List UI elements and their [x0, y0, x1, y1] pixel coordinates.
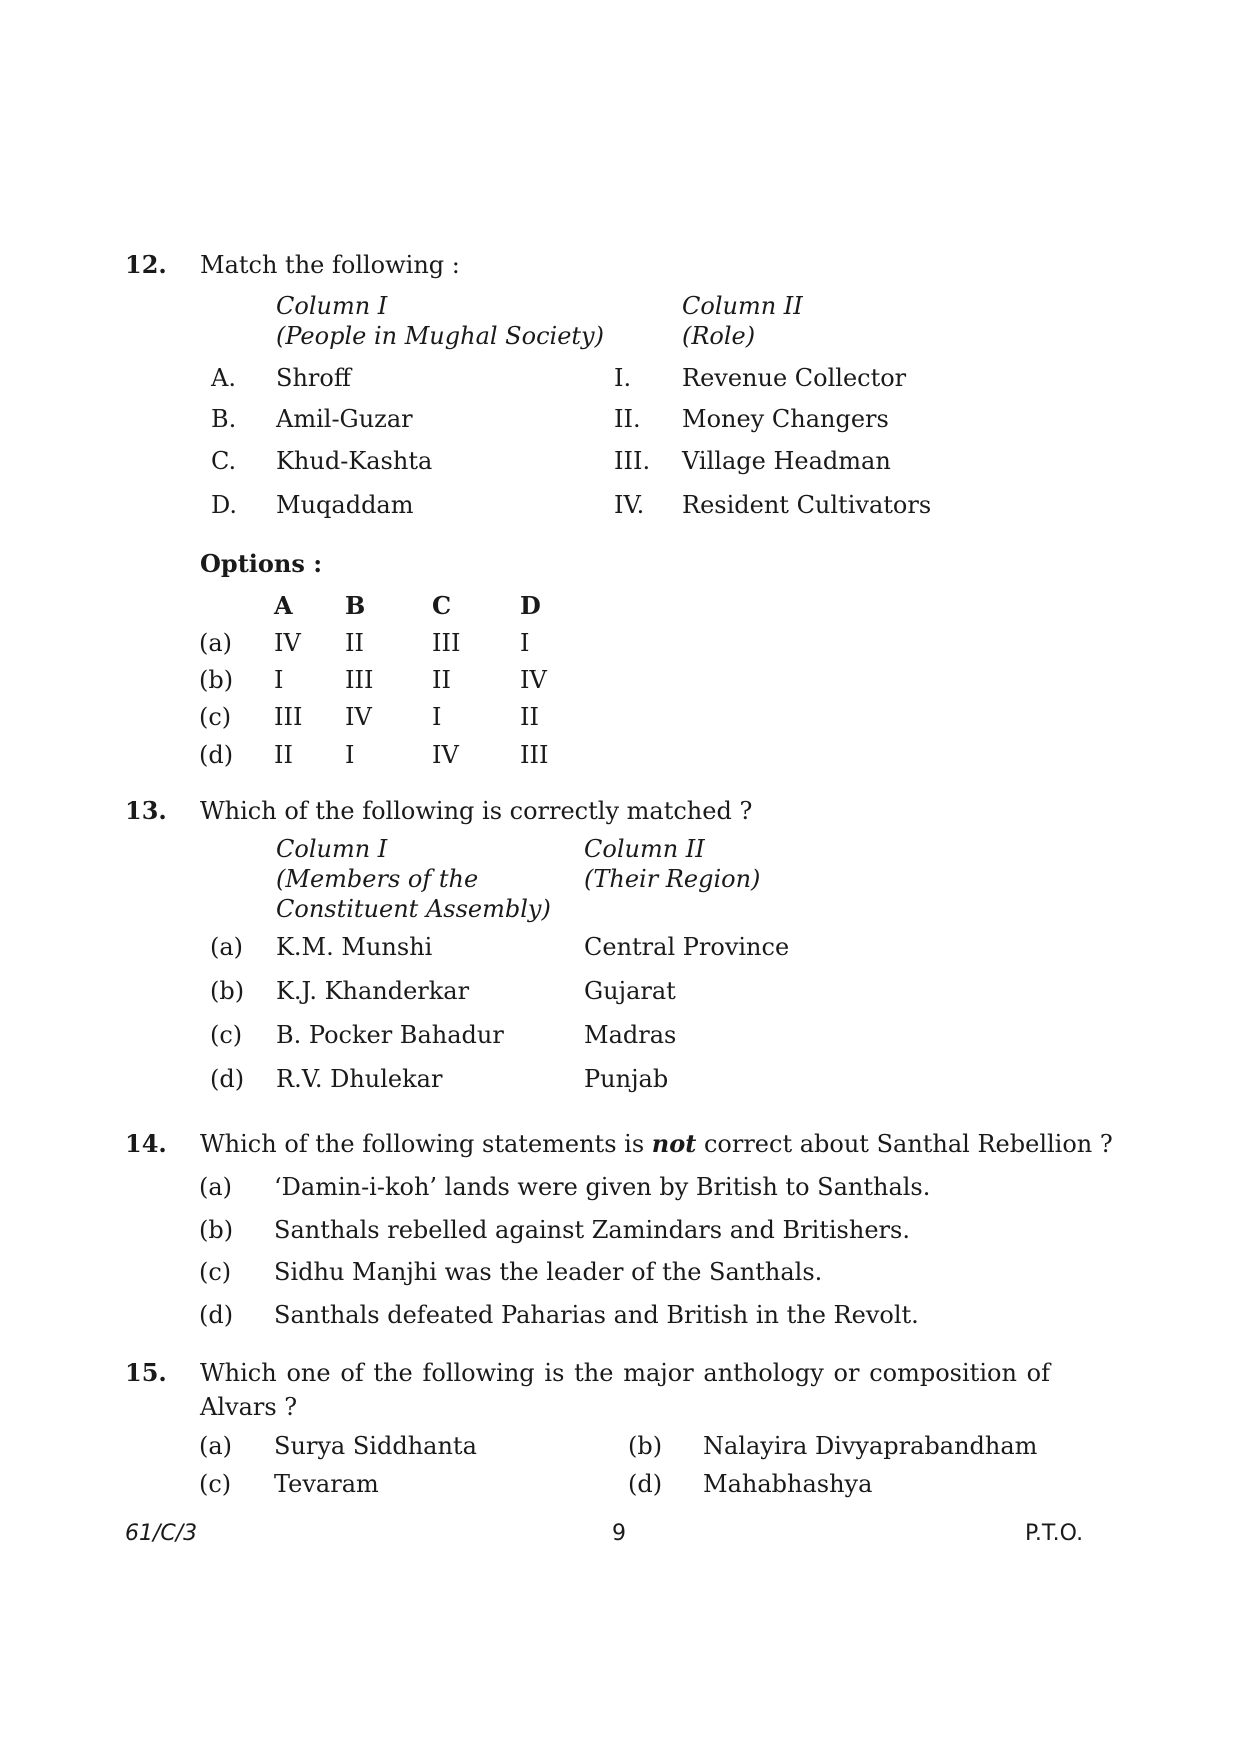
question-stem: Which of the following is correctly matched ?	[200, 797, 753, 825]
please-turn-over: P.T.O.	[1025, 1521, 1084, 1546]
region-name: Punjab	[584, 1065, 669, 1093]
member-name: B. Pocker Bahadur	[276, 1021, 504, 1049]
option-cell: I	[345, 741, 355, 769]
row-label: (a)	[210, 933, 244, 961]
option-text: Surya Siddhanta	[274, 1432, 477, 1460]
row-label: (c)	[210, 1021, 243, 1049]
column-1-item: Khud-Kashta	[276, 447, 433, 475]
option-label: (a)	[199, 1173, 233, 1201]
option-label: (a)	[199, 1432, 233, 1460]
column-1-subtitle-cont: Constituent Assembly)	[276, 895, 551, 923]
column-2-item: Revenue Collector	[682, 364, 907, 392]
question-stem: Match the following :	[200, 251, 460, 279]
page-number: 9	[612, 1521, 626, 1546]
question-number: 15.	[125, 1358, 167, 1387]
row-label: D.	[211, 491, 238, 519]
stem-text: Which of the following statements is	[200, 1130, 652, 1158]
option-cell: I	[274, 666, 284, 694]
option-text: Nalayira Divyaprabandham	[703, 1432, 1038, 1460]
option-label: (b)	[628, 1432, 663, 1460]
option-label: (c)	[199, 1470, 232, 1498]
question-stem-cont: Alvars ?	[200, 1393, 298, 1421]
option-text: ‘Damin-i-koh’ lands were given by British to Santhals.	[274, 1173, 931, 1201]
option-label: (c)	[199, 703, 232, 731]
option-label: (a)	[199, 629, 233, 657]
stem-emphasis: not	[651, 1129, 697, 1158]
option-label: (d)	[628, 1470, 663, 1498]
option-cell: III	[274, 703, 303, 731]
option-cell: IV	[345, 703, 372, 731]
roman-label: II.	[614, 405, 641, 433]
region-name: Central Province	[584, 933, 790, 961]
option-label: (d)	[199, 741, 234, 769]
stem-text: correct about Santhal Rebellion ?	[696, 1130, 1113, 1158]
region-name: Madras	[584, 1021, 677, 1049]
option-cell: II	[432, 666, 451, 694]
option-label: (b)	[199, 1216, 234, 1244]
question-number: 13.	[125, 796, 167, 825]
option-cell: IV	[274, 629, 301, 657]
option-cell: IV	[520, 666, 547, 694]
option-cell: I	[432, 703, 442, 731]
option-label: (b)	[199, 666, 234, 694]
row-label: C.	[211, 447, 237, 475]
option-cell: I	[520, 629, 530, 657]
option-text: Santhals rebelled against Zamindars and Britishers.	[274, 1216, 910, 1244]
column-2-subtitle: (Their Region)	[584, 865, 761, 893]
column-2-item: Money Changers	[682, 405, 889, 433]
column-1-subtitle: (People in Mughal Society)	[276, 322, 604, 350]
row-label: A.	[211, 364, 236, 392]
option-cell: II	[274, 741, 293, 769]
roman-label: I.	[614, 364, 632, 392]
column-2-subtitle: (Role)	[682, 322, 756, 350]
roman-label: IV.	[614, 491, 645, 519]
member-name: K.J. Khanderkar	[276, 977, 470, 1005]
row-label: B.	[211, 405, 237, 433]
options-header-cell: A	[274, 591, 293, 620]
paper-code: 61/C/3	[125, 1521, 198, 1546]
column-1-item: Shroff	[276, 364, 351, 392]
option-cell: II	[345, 629, 364, 657]
question-stem: Which one of the following is the major anthology or composition of	[200, 1359, 1050, 1387]
region-name: Gujarat	[584, 977, 676, 1005]
options-header-cell: C	[432, 591, 452, 620]
column-1-item: Amil-Guzar	[276, 405, 413, 433]
column-1-title: Column I	[276, 835, 388, 863]
option-text: Santhals defeated Paharias and British in the Revolt.	[274, 1301, 919, 1329]
option-cell: III	[520, 741, 549, 769]
option-text: Sidhu Manjhi was the leader of the Santhals.	[274, 1258, 823, 1286]
member-name: K.M. Munshi	[276, 933, 433, 961]
question-stem	[200, 1130, 1113, 1158]
column-2-title: Column II	[584, 835, 705, 863]
option-text: Mahabhashya	[703, 1470, 873, 1498]
option-cell: III	[345, 666, 374, 694]
row-label: (d)	[210, 1065, 245, 1093]
option-label: (d)	[199, 1301, 234, 1329]
column-2-title: Column II	[682, 292, 803, 320]
option-cell: III	[432, 629, 461, 657]
row-label: (b)	[210, 977, 245, 1005]
option-label: (c)	[199, 1258, 232, 1286]
column-2-item: Village Headman	[682, 447, 891, 475]
member-name: R.V. Dhulekar	[276, 1065, 443, 1093]
option-cell: IV	[432, 741, 459, 769]
option-text: Tevaram	[274, 1470, 379, 1498]
options-header-cell: D	[520, 591, 541, 620]
column-1-subtitle: (Members of the	[276, 865, 479, 893]
options-header-cell: B	[345, 591, 366, 620]
options-title: Options :	[200, 549, 323, 578]
column-1-item: Muqaddam	[276, 491, 414, 519]
question-number: 14.	[125, 1129, 167, 1158]
roman-label: III.	[614, 447, 651, 475]
column-1-title: Column I	[276, 292, 388, 320]
question-number: 12.	[125, 250, 167, 279]
column-2-item: Resident Cultivators	[682, 491, 932, 519]
option-cell: II	[520, 703, 539, 731]
